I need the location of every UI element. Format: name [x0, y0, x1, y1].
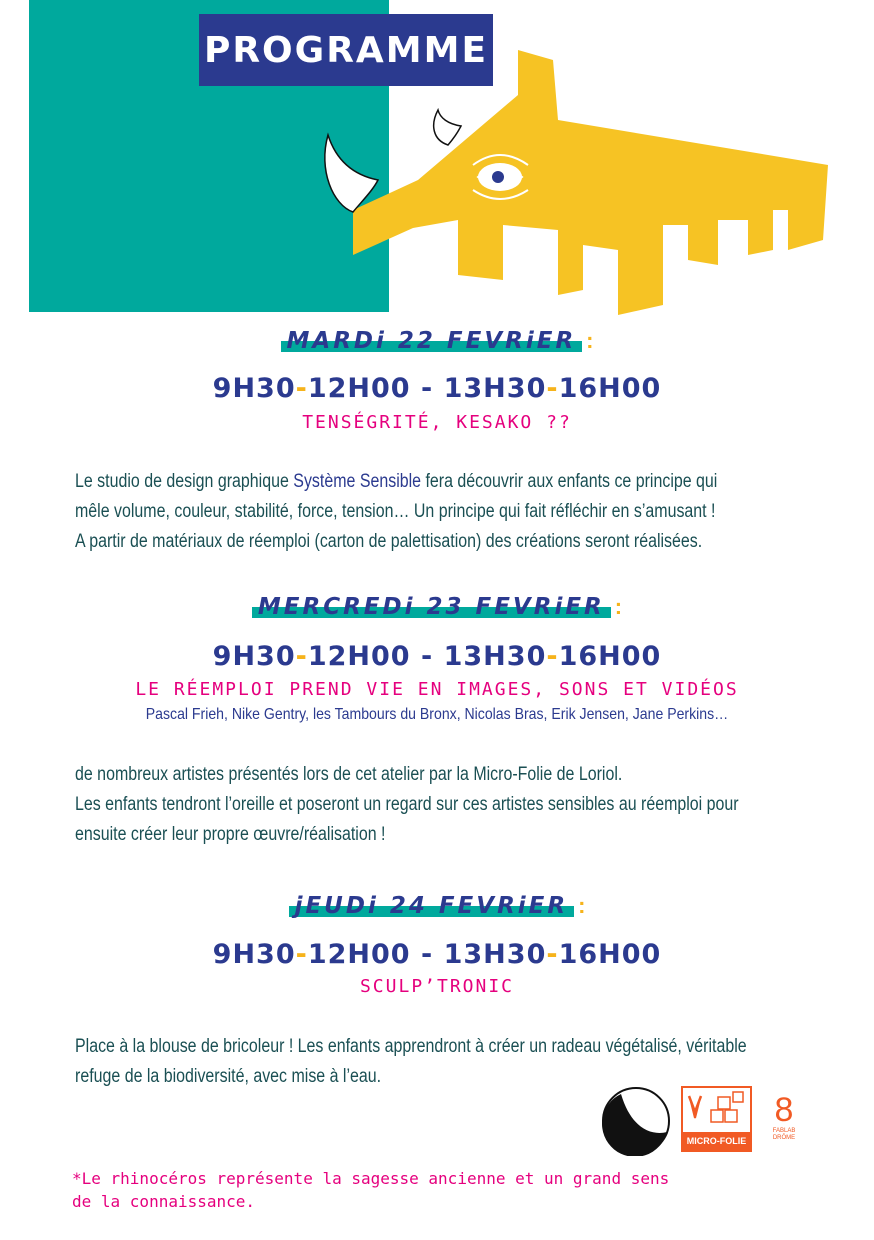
time-end-morning: 12H00 — [307, 939, 411, 970]
footnote-line: *Le rhinocéros représente la sagesse ancienne et un grand sens — [72, 1169, 670, 1188]
workshop-description — [75, 467, 718, 557]
day-heading-thursday — [0, 893, 874, 919]
description-text: Le studio de design graphique — [75, 471, 294, 492]
description-line — [75, 467, 718, 497]
time-start-afternoon: 13H30 — [443, 641, 547, 672]
time-end-morning: 12H00 — [307, 641, 411, 672]
day-heading-colon: : — [586, 328, 594, 353]
schedule-times — [0, 373, 874, 404]
description-line: de nombreux artistes présentés lors de cet atelier par la Micro-Folie de Loriol. — [75, 764, 623, 785]
page-title: PROGRAMME — [199, 14, 493, 86]
description-text: fera découvrir aux enfants ce principe qui — [421, 471, 718, 492]
time-end-afternoon: 16H00 — [558, 373, 662, 404]
day-heading-colon: : — [614, 594, 623, 619]
day-heading-label: MARDi 22 FEVRiER — [281, 328, 583, 354]
description-line: Place à la blouse de bricoleur ! Les enfants apprendront à créer un radeau végétalisé, véritable — [75, 1036, 747, 1057]
day-heading-wednesday — [0, 594, 874, 620]
time-separator: - — [410, 373, 444, 404]
time-end-afternoon: 16H00 — [558, 939, 662, 970]
description-line: refuge de la biodiversité, avec mise à l’eau. — [75, 1066, 382, 1087]
description-line: ensuite créer leur propre œuvre/réalisation ! — [75, 824, 386, 845]
day-heading-tuesday — [0, 328, 874, 354]
time-dash: - — [295, 641, 308, 672]
description-line: Les enfants tendront l’oreille et poseront un regard sur ces artistes sensibles au réemploi pour — [75, 794, 739, 815]
time-dash: - — [546, 641, 559, 672]
day-heading-colon: : — [578, 893, 586, 918]
time-end-morning: 12H00 — [307, 373, 411, 404]
time-start-morning: 9H30 — [212, 373, 296, 404]
time-dash: - — [546, 373, 559, 404]
time-end-afternoon: 16H00 — [558, 641, 662, 672]
micro-folie-emblem-icon — [683, 1088, 750, 1132]
time-separator: - — [410, 939, 444, 970]
workshop-title: SCULP’TRONIC — [359, 976, 515, 997]
day-heading-label: jEUDi 24 FEVRiER — [289, 893, 575, 919]
time-start-afternoon: 13H30 — [443, 373, 547, 404]
workshop-title: TENSÉGRITÉ, KESAKO ?? — [302, 412, 572, 433]
moon-logo-icon — [601, 1086, 671, 1156]
time-dash: - — [295, 939, 308, 970]
fablab-logo — [768, 1092, 800, 1152]
workshop-description — [75, 760, 739, 850]
fablab-label: FABLAB DRÔME — [772, 1128, 796, 1141]
rhino-pupil — [492, 171, 504, 183]
workshop-title: LE RÉEMPLOI PREND VIE EN IMAGES, SONS ET VIDÉOS — [135, 679, 739, 700]
time-start-morning: 9H30 — [212, 939, 296, 970]
rhino-body — [353, 50, 828, 315]
micro-folie-label: MICRO-FOLIE — [683, 1132, 750, 1150]
time-separator: - — [410, 641, 444, 672]
studio-name: Système Sensible — [293, 471, 422, 492]
rhino-front-horn — [325, 135, 378, 212]
footnote — [72, 1167, 812, 1213]
day-heading-label: MERCREDi 23 FEVRiER — [252, 594, 611, 620]
workshop-description — [75, 1032, 747, 1092]
time-start-morning: 9H30 — [212, 641, 296, 672]
description-line: A partir de matériaux de réemploi (carton de palettisation) des créations seront réalisées. — [75, 531, 703, 552]
footnote-line: de la connaissance. — [72, 1192, 256, 1211]
rhino-back-horn — [434, 110, 461, 145]
time-dash: - — [546, 939, 559, 970]
time-dash: - — [295, 373, 308, 404]
schedule-times — [0, 939, 874, 970]
fablab-number: 8 — [774, 1091, 794, 1129]
rhino-illustration — [318, 50, 838, 320]
description-line: mêle volume, couleur, stabilité, force, tension… Un principe qui fait réfléchir en s’amusant ! — [75, 501, 716, 522]
artist-list: Pascal Frieh, Nike Gentry, les Tambours du Bronx, Nicolas Bras, Erik Jensen, Jane Perkins… — [145, 706, 729, 723]
schedule-times — [0, 641, 874, 672]
time-start-afternoon: 13H30 — [443, 939, 547, 970]
micro-folie-logo — [681, 1086, 752, 1152]
